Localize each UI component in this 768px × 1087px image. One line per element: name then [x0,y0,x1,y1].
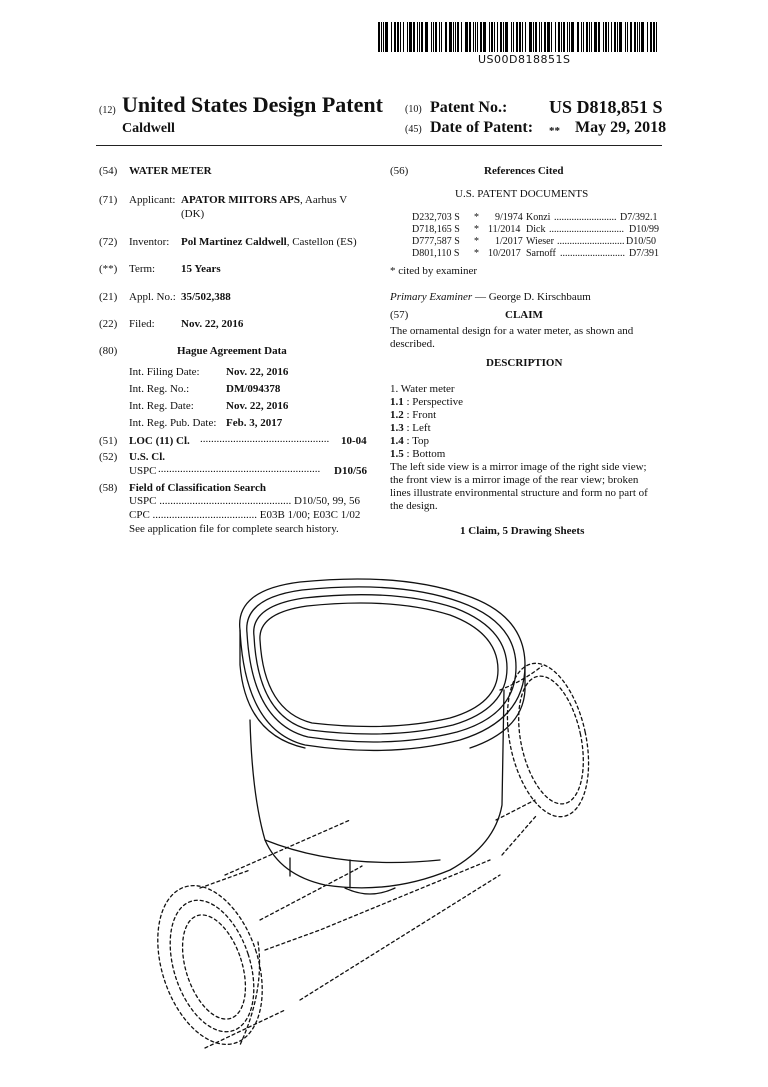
code-12: (12) [99,105,116,116]
document-type: United States Design Patent [122,92,383,117]
barcode-bar [522,22,523,52]
inventor-location: , Castellon (ES) [286,236,357,248]
barcode-bar [407,22,408,52]
hague-regdate-label: Int. Reg. Date: [129,400,194,412]
desc-item-number: 1.3 [390,422,404,434]
barcode-bar [577,22,579,52]
date-marker: ** [549,125,560,137]
desc-item-text: 1. Water meter [390,383,455,395]
barcode-bar [425,22,428,52]
barcode-bar [567,22,568,52]
code-term: (**) [99,263,118,275]
ref-class: D7/392.1 [620,212,658,223]
barcode-bar [439,22,440,52]
barcode-bar [381,22,382,52]
barcode-bar [385,22,388,52]
barcode-bar [641,22,644,52]
barcode-bar [529,22,532,52]
barcode-bar [544,22,546,52]
patent-number-label: Patent No.: [430,99,508,116]
code-45: (45) [405,124,422,135]
barcode-bar [571,22,574,52]
ref-number: D801,110 S [412,248,460,259]
desc-item [390,409,436,422]
hague-pubdate-value: Feb. 3, 2017 [226,417,283,429]
primary-examiner [390,291,591,304]
barcode-bar [525,22,526,52]
ref-name: Wieser [526,236,554,247]
barcode-bar [497,22,498,52]
barcode-bar [617,22,618,52]
desc-item-text: : Front [403,409,437,421]
desc-paragraph-line: the design. [390,500,438,512]
inventor-surname: Caldwell [122,121,175,136]
examiner-label: Primary Examiner [390,291,473,303]
barcode-bar [483,22,486,52]
term-label: Term: [129,263,156,275]
inventor-name: Pol Martinez Caldwell [181,236,287,248]
barcode-bar [465,22,468,52]
filed-value: Nov. 22, 2016 [181,318,244,330]
barcode-bar [431,22,432,52]
ref-number: D777,587 S [412,236,460,247]
front-pipe-end [140,870,285,1058]
ref-number: D232,703 S [412,212,460,223]
barcode-bar [489,22,490,52]
barcode-bar [413,22,415,52]
code-58: (58) [99,482,118,494]
barcode-bar [491,22,493,52]
claim-text-line1: The ornamental design for a water meter, as shown and [390,325,634,337]
uspc-label: USPC [129,465,157,477]
code-10: (10) [405,104,422,115]
barcode-bar [653,22,655,52]
barcode-bar [433,22,434,52]
barcode-bar [594,22,597,52]
barcode-bar [656,22,657,52]
patent-number: US D818,851 S [549,97,663,117]
hague-regno-label: Int. Reg. No.: [129,383,190,395]
barcode-bar [535,22,537,52]
code-72: (72) [99,236,118,248]
meter-rim [240,579,525,750]
filed-label: Filed: [129,318,155,330]
applicant [181,194,347,207]
barcode-bar [533,22,534,52]
barcode-bar [500,22,502,52]
ref-class: D10/99 [629,224,659,235]
header-rule [96,145,662,146]
field-search-label: Field of Classification Search [129,482,266,494]
ref-date: 1/2017 [495,236,523,247]
inventor-label: Inventor: [129,236,170,248]
date-of-patent: May 29, 2018 [575,119,667,136]
barcode-bar [445,22,447,52]
desc-item-number: 1.2 [390,409,404,421]
appl-no-label: Appl. No.: [129,291,176,303]
barcode-bar [589,22,590,52]
ref-dots: .............................. [549,224,624,235]
desc-item-text: : Top [403,435,430,447]
inventor [181,236,357,249]
barcode-bar [391,22,392,52]
barcode-bar [583,22,584,52]
claim-text-line2: described. [390,338,435,350]
hague-regno-value: DM/094378 [226,383,281,395]
barcode-bar [627,22,628,52]
hague-filing-value: Nov. 22, 2016 [226,366,289,378]
term-value: 15 Years [181,263,221,275]
barcode-bar [561,22,562,52]
hague-pubdate-label: Int. Reg. Pub. Date: [129,417,217,429]
barcode-bar [591,22,592,52]
ref-dots: ........................... [557,236,625,247]
ref-star: * [474,212,479,223]
barcode-bar [473,22,474,52]
barcode-bar [477,22,478,52]
barcode-bar [625,22,626,52]
barcode-bar [516,22,518,52]
desc-item-text: : Bottom [403,448,446,460]
uspc-dots: ........................................................... [158,463,321,475]
ref-name: Sarnoff [526,248,556,259]
barcode-bar [555,22,556,52]
code-56: (56) [390,165,409,177]
barcode-bar [469,22,471,52]
ref-number: D718,165 S [412,224,460,235]
desc-item-number: 1.5 [390,448,404,460]
applicant-name: APATOR MIITORS APS [181,194,300,206]
ref-class: D7/391 [629,248,659,259]
barcode-bar [419,22,420,52]
barcode-bar [639,22,640,52]
cited-by-examiner: * cited by examiner [390,265,478,277]
barcode-bar [455,22,456,52]
examiner-name: — George D. Kirschbaum [472,291,591,303]
us-cl-label: U.S. Cl. [129,451,166,463]
barcode-bar [611,22,612,52]
barcode-bar [619,22,622,52]
code-80: (80) [99,345,118,357]
desc-item-number: 1.4 [390,435,404,447]
ref-name: Dick [526,224,546,235]
barcode-bar [608,22,609,52]
code-51: (51) [99,435,118,447]
ref-dots: ......................... [554,212,617,223]
uspc-value: D10/56 [334,465,367,477]
code-71: (71) [99,194,118,206]
us-patent-docs: U.S. PATENT DOCUMENTS [455,188,589,200]
barcode-bar [394,22,396,52]
barcode-bar [563,22,565,52]
title: WATER METER [129,165,212,177]
ref-date: 10/2017 [488,248,521,259]
barcode-bar [409,22,412,52]
barcode-bar [503,22,504,52]
barcode-bar [435,22,437,52]
barcode-bar [650,22,652,52]
barcode-text: US00D818851S [478,53,571,66]
ref-star: * [474,248,479,259]
barcode-bar [605,22,607,52]
hague-filing-label: Int. Filing Date: [129,366,200,378]
ref-star: * [474,236,479,247]
barcode-bar [541,22,542,52]
barcode-bar [511,22,512,52]
barcode-bar [475,22,476,52]
barcode-bar [569,22,570,52]
applicant-country: (DK) [181,208,205,220]
field-search-uspc: USPC ................................................ D10/50, 99, 56 [129,495,361,507]
loc-dots: ............................................... [200,433,330,445]
desc-item [390,383,455,396]
appl-no-value: 35/502,388 [181,291,231,303]
barcode-bar [505,22,508,52]
date-of-patent-label: Date of Patent: [430,119,534,136]
desc-item-text: : Left [403,422,431,434]
desc-paragraph-line: lines illustrate environmental structure and form no part of [390,487,648,499]
pipe-body [225,820,500,1000]
desc-item [390,396,463,409]
code-52: (52) [99,451,118,463]
ref-date: 9/1974 [495,212,523,223]
code-22: (22) [99,318,118,330]
barcode-bar [586,22,588,52]
barcode-bar [634,22,636,52]
barcode-bar [494,22,495,52]
field-search-cpc: CPC ...................................... E03B 1/00; E03C 1/02 [129,509,361,521]
barcode-bar [397,22,399,52]
hague-title: Hague Agreement Data [177,345,287,357]
desc-paragraph-line: the front view is a mirror image of the rear view; broken [390,474,639,486]
barcode-bar [453,22,454,52]
hague-regdate-value: Nov. 22, 2016 [226,400,289,412]
barcode-bar [614,22,616,52]
desc-item-text: : Perspective [403,396,464,408]
code-57: (57) [390,309,409,321]
barcode-bar [630,22,632,52]
barcode-bar [637,22,638,52]
ref-class: D10/50 [626,236,656,247]
ref-dots: .......................... [560,248,625,259]
barcode-bar [581,22,582,52]
barcode-bar [441,22,442,52]
code-54: (54) [99,165,118,177]
barcode-bar [378,22,380,52]
description-title: DESCRIPTION [486,357,563,369]
applicant-location: , Aarhus V [300,194,348,206]
applicant-label: Applicant: [129,194,176,206]
ref-star: * [474,224,479,235]
code-21: (21) [99,291,118,303]
barcode-bar [598,22,600,52]
barcode-bar [457,22,459,52]
barcode-bar [513,22,514,52]
barcode-bar [421,22,423,52]
right-pipe-end [495,656,602,855]
claim-title: CLAIM [505,309,543,321]
desc-item [390,448,445,461]
loc-label: LOC (11) Cl. [129,435,190,447]
barcode-bar [519,22,521,52]
desc-item-number: 1.1 [390,396,404,408]
ref-name: Konzi [526,212,551,223]
barcode-bar [647,22,648,52]
references-title: References Cited [484,165,564,177]
desc-item [390,435,429,448]
barcode-bar [539,22,540,52]
claims-count: 1 Claim, 5 Drawing Sheets [460,525,585,537]
barcode-bar [449,22,452,52]
barcode-bar [480,22,482,52]
loc-value: 10-04 [341,435,367,447]
desc-paragraph-line: The left side view is a mirror image of the right side view; [390,461,647,473]
search-history-note: See application file for complete search history. [129,523,339,535]
barcode-bar [547,22,550,52]
barcode-bar [400,22,401,52]
barcode-bar [551,22,552,52]
ref-date: 11/2014 [488,224,521,235]
barcode-bar [558,22,560,52]
barcode-bar [403,22,404,52]
desc-item [390,422,431,435]
barcode-bar [461,22,462,52]
barcode-bar [417,22,418,52]
barcode-bar [383,22,384,52]
water-meter-drawing [140,570,620,1070]
barcode-bar [603,22,604,52]
barcode [378,22,661,52]
